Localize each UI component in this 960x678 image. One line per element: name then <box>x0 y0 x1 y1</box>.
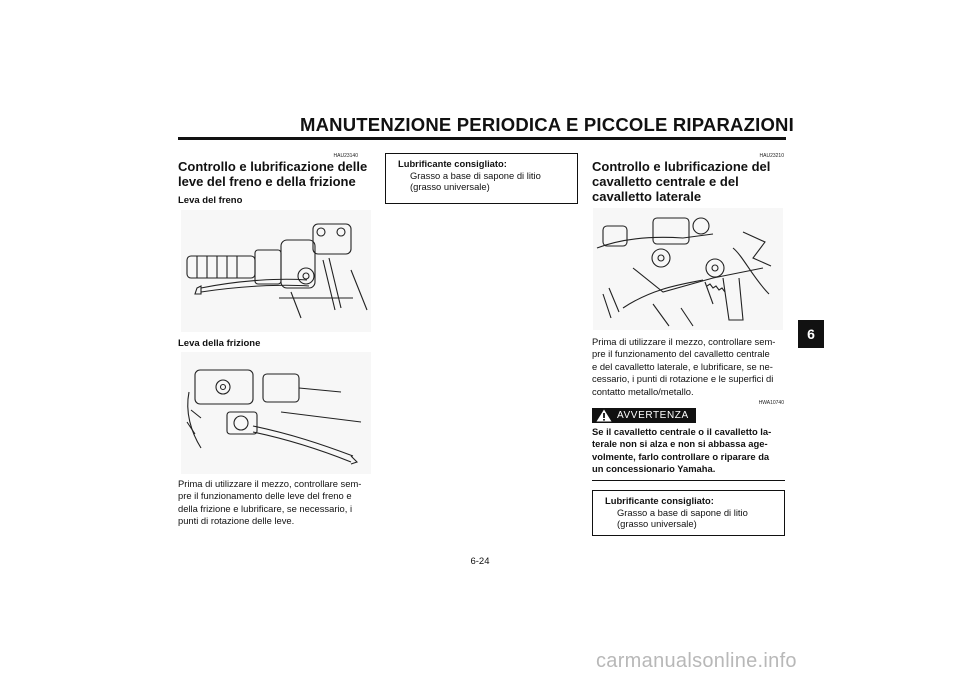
warning-text-line: terale non si alza e non si abbassa age- <box>592 438 768 450</box>
warning-divider <box>592 480 785 481</box>
lubricant-line: (grasso universale) <box>617 518 697 530</box>
body-text-line: contatto metallo/metallo. <box>592 385 694 397</box>
warning-text-line: volmente, farlo controllare o riparare da <box>592 450 770 462</box>
brake-lever-illustration <box>181 210 371 332</box>
lubricant-title: Lubrificante consigliato: <box>398 158 507 169</box>
clutch-lever-illustration <box>181 352 371 474</box>
lever-body-text <box>178 478 373 528</box>
page-header-title: MANUTENZIONE PERIODICA E PICCOLE RIPARAZIONI <box>300 114 794 135</box>
body-text-line: punti di rotazione delle leve. <box>178 515 295 527</box>
section-title <box>178 159 368 189</box>
header-divider <box>178 137 786 140</box>
lubricant-line: (grasso universale) <box>410 181 490 193</box>
warning-icon <box>596 409 612 422</box>
body-text-line: cessario, i punti di rotazione e le superfici di <box>592 373 774 385</box>
section-title-line: cavalletto centrale e del <box>592 174 739 189</box>
section-title-line: cavalletto laterale <box>592 189 702 204</box>
section-title-line: Controllo e lubrificazione del <box>592 159 771 174</box>
warning-code: HWA10740 <box>758 400 784 406</box>
warning-text-line: un concessionario Yamaha. <box>592 463 716 475</box>
stand-illustration <box>593 208 783 330</box>
page-number: 6-24 <box>470 556 490 567</box>
body-text-line: della frizione e lubrificare, se necessario, i <box>178 502 353 514</box>
body-text-line: pre il funzionamento del cavalletto centrale <box>592 348 770 360</box>
warning-label <box>592 408 696 423</box>
lubricant-box <box>385 153 578 204</box>
warning-label-text: AVVERTENZA <box>617 410 689 421</box>
section-title <box>592 159 786 204</box>
section-code: HAU23210 <box>759 153 784 159</box>
warning-text-line: Se il cavalletto centrale o il cavalletto la- <box>592 426 772 437</box>
section-title-line: Controllo e lubrificazione delle <box>178 159 368 174</box>
lubricant-box <box>592 490 785 536</box>
body-text-line: Prima di utilizzare il mezzo, controllare sem- <box>178 478 362 489</box>
stand-body-text <box>592 336 785 398</box>
section-title-line: leve del freno e della frizione <box>178 174 356 189</box>
lubricant-line: Grasso a base di sapone di litio <box>617 506 748 518</box>
warning-text <box>592 426 785 476</box>
section-code: HAU23140 <box>333 153 358 159</box>
lubricant-line: Grasso a base di sapone di litio <box>410 169 541 181</box>
chapter-tab[interactable]: 6 <box>798 320 824 348</box>
lubricant-title: Lubrificante consigliato: <box>605 495 714 506</box>
clutch-lever-label: Leva della frizione <box>178 338 261 349</box>
body-text-line: e del cavalletto laterale, e lubrificare, se ne- <box>592 360 773 372</box>
body-text-line: pre il funzionamento delle leve del freno e <box>178 490 352 502</box>
body-text-line: Prima di utilizzare il mezzo, controllare sem- <box>592 336 776 347</box>
watermark[interactable]: carmanualsonline.info <box>596 650 797 672</box>
brake-lever-label: Leva del freno <box>178 195 243 206</box>
